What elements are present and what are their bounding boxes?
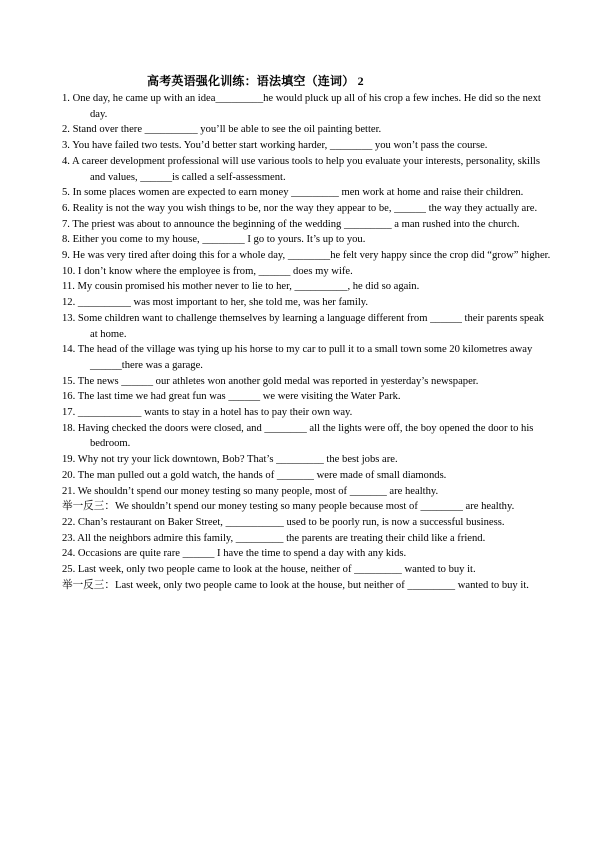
question-item: 举一反三：We shouldn’t spend our money testing so many people because most of ________ are healthy. [62,501,515,513]
question-item: 24. Occasions are quite rare ______ I have the time to spend a day with any kids. [62,548,407,560]
question-list [62,91,552,594]
question-item: 25. Last week, only two people came to look at the house, neither of _________ wanted to buy it. [62,564,476,576]
question-item: 举一反三：Last week, only two people came to look at the house, but neither of _________ wanted to buy it. [62,579,529,591]
question-item: 17. ____________ wants to stay in a hotel has to pay their own way. [62,407,353,419]
question-item: 1. One day, he came up with an idea_________he would pluck up all of his crop a few inches. He did so the next day. [62,93,541,120]
question-item: 18. Having checked the doors were closed, and ________ all the lights were off, the boy opened the door to his bedroom. [62,422,534,450]
question-item: 5. In some places women are expected to earn money _________ men work at home and raise their children. [62,187,524,199]
question-item: 9. He was very tired after doing this for a whole day, ________he felt very happy since the crop did “grow” higher. [62,250,551,262]
question-item: 21. We shouldn’t spend our money testing so many people, most of _______ are healthy. [62,485,439,497]
question-item: 6. Reality is not the way you wish things to be, nor the way they appear to be, ______ the way they actually are. [62,202,538,214]
question-item: 2. Stand over there __________ you’ll be able to see the oil painting better. [62,124,382,136]
question-item: 23. All the neighbors admire this family, _________ the parents are treating their child like a friend. [62,532,486,544]
question-item: 10. I don’t know where the employee is from, ______ does my wife. [62,265,353,277]
question-item: 19. Why not try your lick downtown, Bob? That’s _________ the best jobs are. [62,454,398,466]
question-item: 22. Chan’s restaurant on Baker Street, ___________ used to be poorly run, is now a successful business. [62,516,505,528]
question-item: 14. The head of the village was tying up his horse to my car to pull it to a small town some 20 kilometres away ______there was a garage. [62,344,533,371]
question-item: 3. You have failed two tests. You’d better start working harder, ________ you won’t pass the course. [62,140,488,152]
question-item: 13. Some children want to challenge themselves by learning a language different from ______ their parents speak at home. [62,312,544,340]
question-item: 15. The news ______ our athletes won another gold medal was reported in yesterday’s newspaper. [62,375,479,387]
question-item: 4. A career development professional will use various tools to help you evaluate your interests, personality, skills and values, ______is called a self-assessment. [62,155,540,183]
question-item: 16. The last time we had great fun was ______ we were visiting the Water Park. [62,391,401,403]
question-item: 8. Either you come to my house, ________ I go to yours. It’s up to you. [62,234,366,246]
worksheet-title: 高考英语强化训练：语法填空（连词） 2 [147,74,364,88]
question-item: 20. The man pulled out a gold watch, the hands of _______ were made of small diamonds. [62,469,447,481]
question-item: 12. __________ was most important to her, she told me, was her family. [62,297,369,309]
question-item: 7. The priest was about to announce the beginning of the wedding _________ a man rushed into the church. [62,218,520,230]
question-item: 11. My cousin promised his mother never to lie to her, __________, he did so again. [62,281,420,293]
